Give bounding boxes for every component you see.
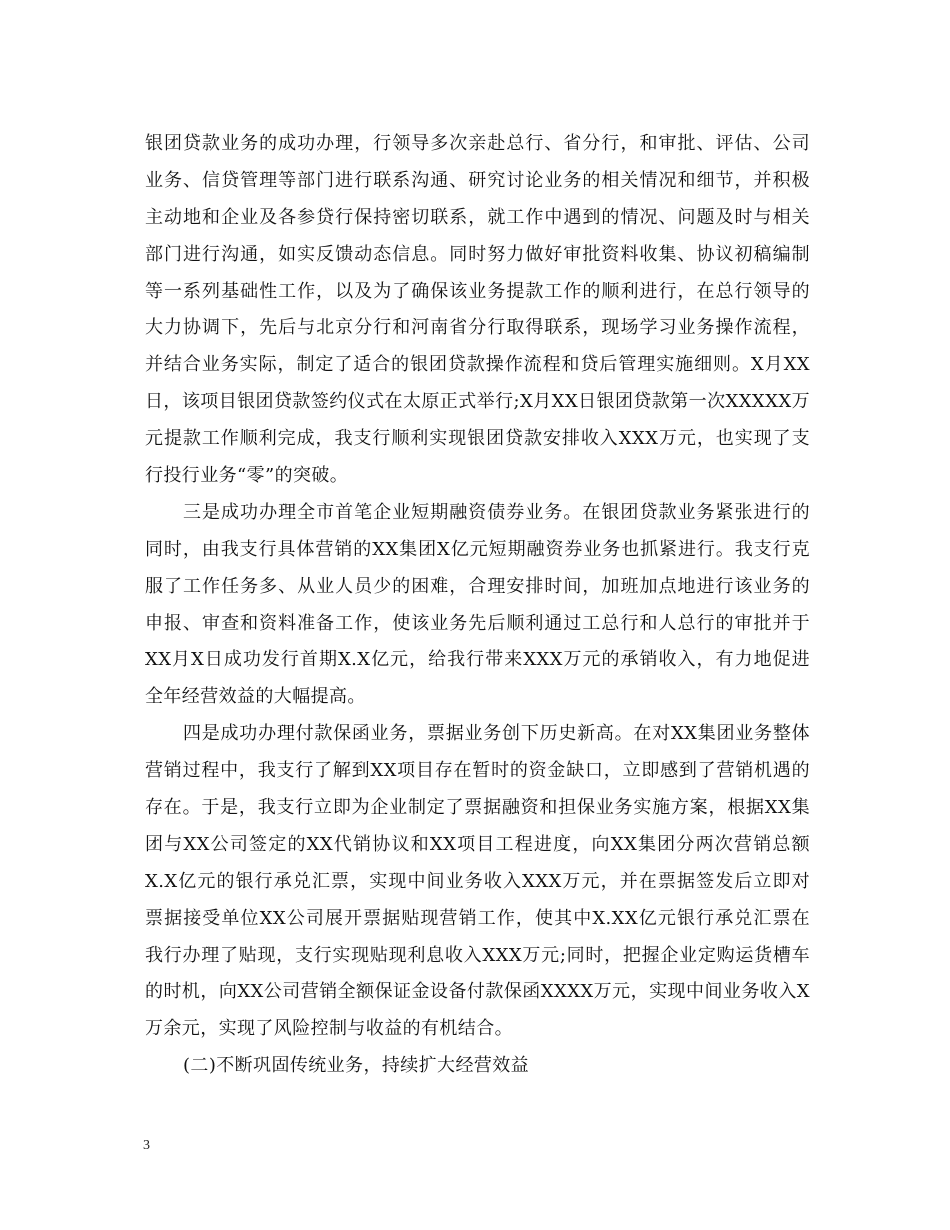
text-line: 同时，由我支行具体营销的XX集团X亿元短期融资券业务也抓紧进行。我支行克 [145, 538, 810, 560]
text-line: XX月X日成功发行首期X.X亿元，给我行带来XXX万元的承销收入，有力地促进 [145, 649, 810, 671]
text-line: 三是成功办理全市首笔企业短期融资债券业务。在银团贷款业务紧张进行的 [183, 501, 810, 523]
text-line: X.X亿元的银行承兑汇票，实现中间业务收入XXX万元，并在票据签发后立即对 [145, 870, 810, 892]
text-line: 大力协调下，先后与北京分行和河南省分行取得联系，现场学习业务操作流程， [145, 317, 810, 339]
page-number: 3 [143, 1138, 150, 1153]
text-line: (二)不断巩固传统业务，持续扩大经营效益 [183, 1055, 530, 1077]
text-line: 银团贷款业务的成功办理，行领导多次亲赴总行、省分行，和审批、评估、公司 [145, 133, 810, 154]
text-line: 全年经营效益的大幅提高。 [145, 686, 366, 708]
text-line: 营销过程中，我支行了解到XX项目存在暂时的资金缺口，立即感到了营销机遇的 [145, 760, 810, 782]
text-line: 存在。于是，我支行立即为企业制定了票据融资和担保业务实施方案，根据XX集 [145, 797, 810, 819]
document-body [145, 126, 810, 1085]
text-line: 部门进行沟通，如实反馈动态信息。同时努力做好审批资料收集、协议初稿编制 [145, 243, 810, 265]
text-line: 行投行业务“零”的突破。 [145, 465, 349, 487]
text-line: 服了工作任务多、从业人员少的困难，合理安排时间，加班加点地进行该业务的 [145, 575, 810, 597]
paragraph [145, 126, 810, 495]
text-line: 四是成功办理付款保函业务，票据业务创下历史新高。在对XX集团业务整体 [183, 723, 810, 745]
text-line: 并结合业务实际，制定了适合的银团贷款操作流程和贷后管理实施细则。X月XX [145, 354, 810, 376]
text-line: 我行办理了贴现，支行实现贴现利息收入XXX万元;同时，把握企业定购运货槽车 [145, 944, 810, 966]
section-heading [145, 1048, 810, 1085]
text-line: 票据接受单位XX公司展开票据贴现营销工作，使其中X.XX亿元银行承兑汇票在 [145, 907, 810, 929]
text-line: 的时机，向XX公司营销全额保证金设备付款保函XXXX万元，实现中间业务收入X [145, 981, 810, 1003]
text-line: 团与XX公司签定的XX代销协议和XX项目工程进度，向XX集团分两次营销总额 [145, 833, 810, 855]
text-line: 业务、信贷管理等部门进行联系沟通、研究讨论业务的相关情况和细节，并积极 [145, 169, 810, 191]
text-line: 万余元，实现了风险控制与收益的有机结合。 [145, 1018, 513, 1040]
text-line: 元提款工作顺利完成，我支行顺利实现银团贷款安排收入XXX万元，也实现了支 [145, 428, 810, 450]
paragraph [145, 716, 810, 1048]
text-line: 日，该项目银团贷款签约仪式在太原正式举行;X月XX日银团贷款第一次XXXXX万 [145, 391, 810, 413]
text-line: 申报、审查和资料准备工作，使该业务先后顺利通过工总行和人总行的审批并于 [145, 612, 810, 634]
paragraph [145, 495, 810, 716]
text-line: 等一系列基础性工作，以及为了确保该业务提款工作的顺利进行，在总行领导的 [145, 280, 810, 302]
text-line: 主动地和企业及各参贷行保持密切联系，就工作中遇到的情况、问题及时与相关 [145, 206, 810, 228]
